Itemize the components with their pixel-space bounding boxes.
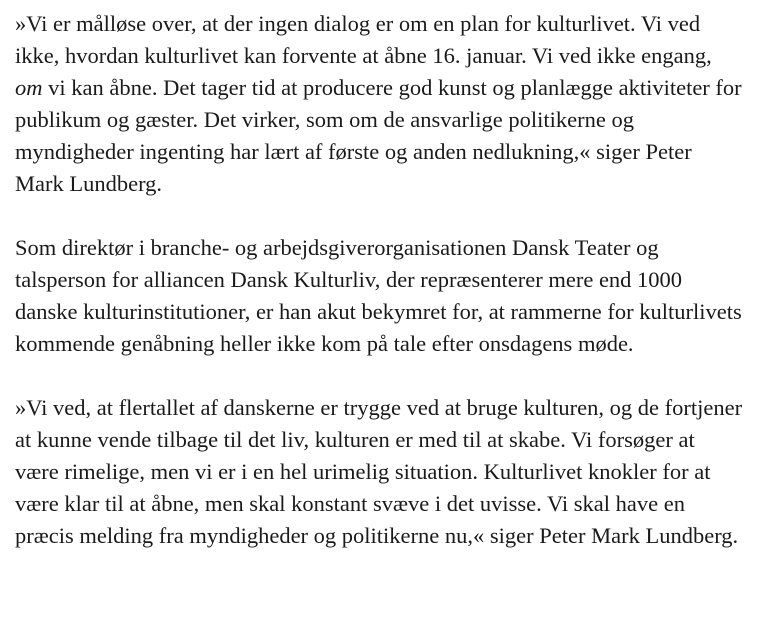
paragraph-quote-closing [15,392,743,552]
paragraph-text: Som direktør i branche- og arbejdsgiverorganisationen Dansk Teater og talsperson for alliancen Dansk Kulturliv, der repræsenterer mere end 1000 danske kulturinstitutioner, er han akut bekymret for, at rammerne for kulturlivets kommende genåbning heller ikke kom på tale efter onsdagens møde. [15,235,742,356]
paragraph-text: »Vi er målløse over, at der ingen dialog er om en plan for kulturlivet. Vi ved ikke, hvordan kulturlivet kan forvente at åbne 16. januar. Vi ved ikke engang, [15,11,712,68]
paragraph-text: »Vi ved, at flertallet af danskerne er trygge ved at bruge kulturen, og de fortjener at kunne vende tilbage til det liv, kulturen er med til at skabe. Vi forsøger at være rimelige, men vi er i en hel urimelig situation. Kulturlivet knokler for at være klar til at åbne, men skal konstant svæve i det uvisse. Vi skal have en præcis melding fra myndigheder og politikerne nu,« siger Peter Mark Lundberg. [15,395,743,548]
paragraph-text: vi kan åbne. Det tager tid at producere god kunst og planlægge aktiviteter for publikum og gæster. Det virker, som om de ansvarlige politikerne og myndigheder ingenting har lært af første og anden nedlukning,« siger Peter Mark Lundberg. [15,75,742,196]
paragraph-context [15,232,743,360]
emphasized-word: om [15,75,43,100]
paragraph-quote-opening [15,8,743,200]
